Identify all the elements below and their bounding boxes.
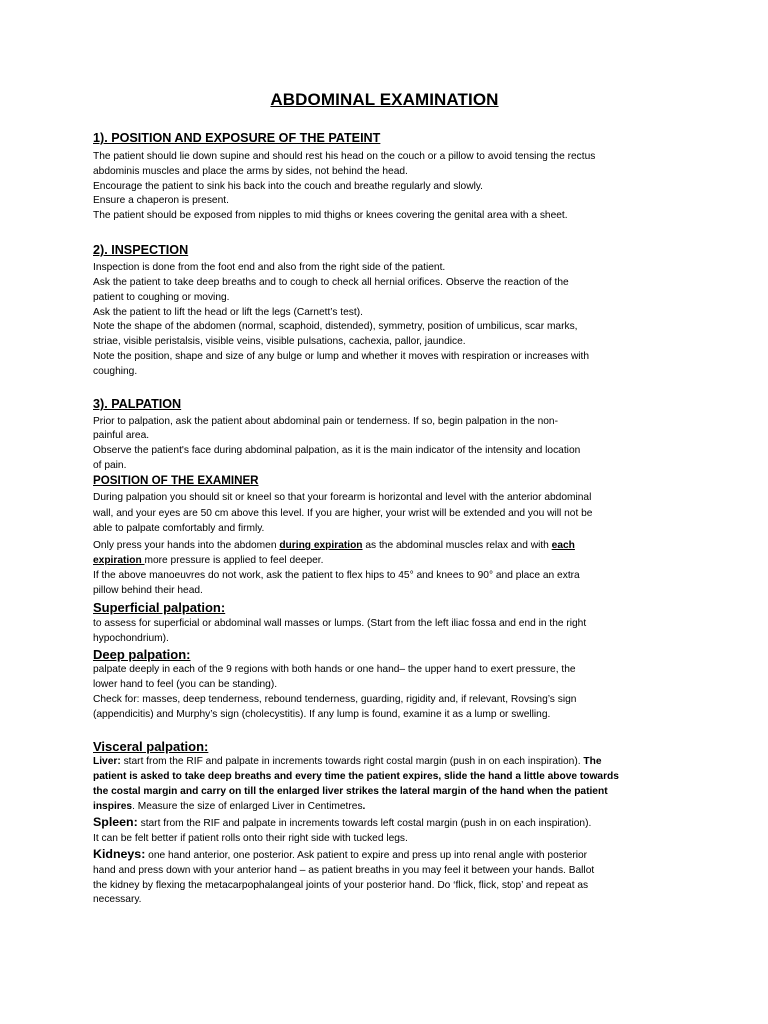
paragraph-line: striae, visible peristalsis, visible veins, visible pulsations, cachexia, pallor, jaundice. — [93, 336, 466, 347]
paragraph-line: palpate deeply in each of the 9 regions with both hands or one hand– the upper hand to exert pressure, the — [93, 664, 576, 675]
text-run: as the abdominal muscles relax and with — [362, 540, 552, 551]
paragraph-line: abdominis muscles and place the arms by sides, not behind the head. — [93, 166, 408, 177]
paragraph-line: Ask the patient to take deep breaths and to cough to check all hernial orifices. Observe the reaction of the — [93, 277, 569, 288]
paragraph-line: The patient should lie down supine and should rest his head on the couch or a pillow to avoid tensing the rectus — [93, 151, 596, 162]
paragraph-line: Note the position, shape and size of any bulge or lump and whether it moves with respiration or increases with — [93, 351, 590, 362]
paragraph-line-bold: patient is asked to take deep breaths and every time the patient expires, slide the hand a little above towards — [93, 771, 619, 782]
subheading-position-of-examiner: POSITION OF THE EXAMINER — [93, 474, 259, 487]
paragraph-line: to assess for superficial or abdominal wall masses or lumps. (Start from the left iliac fossa and end in the right — [93, 618, 587, 629]
paragraph-line: the kidney by flexing the metacarpophalangeal joints of your posterior hand. Do ‘flick, flick, stop’ and repeat as — [93, 880, 589, 891]
paragraph-line: wall, and your eyes are 50 cm above this level. If you are higher, your wrist will be extended and you will not be — [93, 508, 593, 519]
section-heading-palpation: 3). PALPATION — [93, 397, 182, 411]
page-title: ABDOMINAL EXAMINATION — [270, 90, 499, 109]
paragraph-line-bold: the costal margin and carry on till the enlarged liver strikes the lateral margin of the hand when the patient — [93, 786, 608, 797]
paragraph-line: hypochondrium). — [93, 633, 169, 644]
paragraph-line-expiration — [93, 539, 676, 554]
paragraph-line: necessary. — [93, 894, 142, 905]
paragraph-line-kidneys — [93, 847, 587, 864]
emphasis-each: each — [551, 540, 575, 551]
section-heading-inspection: 2). INSPECTION — [93, 243, 189, 257]
label-liver: Liver: — [93, 756, 121, 767]
paragraph-line — [93, 800, 365, 815]
paragraph-line: of pain. — [93, 460, 127, 471]
paragraph-line: Inspection is done from the foot end and also from the right side of the patient. — [93, 262, 446, 273]
paragraph-line — [93, 554, 323, 569]
label-kidneys: Kidneys: — [93, 847, 146, 861]
paragraph-line: able to palpate comfortably and firmly. — [93, 523, 265, 534]
emphasis-expiration: expiration — [93, 555, 145, 566]
text-run-bold: The — [583, 756, 602, 767]
label-spleen: Spleen: — [93, 815, 138, 829]
text-run: Only press your hands into the abdomen — [93, 540, 280, 551]
paragraph-line-spleen — [93, 815, 591, 832]
text-run: one hand anterior, one posterior. Ask patient to expire and press up into renal angle with posterior — [145, 850, 588, 861]
paragraph-line: During palpation you should sit or kneel so that your forearm is horizontal and level with the anterior abdominal — [93, 492, 592, 503]
paragraph-line: lower hand to feel (you can be standing). — [93, 679, 278, 690]
text-run-bold: . — [362, 801, 366, 812]
paragraph-line: Encourage the patient to sink his back into the couch and breathe regularly and slowly. — [93, 181, 484, 192]
paragraph-line: pillow behind their head. — [93, 585, 203, 596]
paragraph-line: The patient should be exposed from nipples to mid thighs or knees covering the genital area with a sheet. — [93, 210, 568, 221]
paragraph-line: It can be felt better if patient rolls onto their right side with tucked legs. — [93, 833, 408, 844]
paragraph-line: patient to coughing or moving. — [93, 292, 230, 303]
subheading-deep-palpation: Deep palpation: — [93, 647, 191, 662]
text-run-bold: inspires — [93, 801, 133, 812]
text-run: start from the RIF and palpate in increments towards right costal margin (push in on each inspiration). — [120, 756, 584, 767]
paragraph-line: Check for: masses, deep tenderness, rebound tenderness, guarding, rigidity and, if relevant, Rovsing’s sign — [93, 694, 577, 705]
emphasis-during-expiration: during expiration — [279, 540, 363, 551]
paragraph-line: Note the shape of the abdomen (normal, scaphoid, distended), symmetry, position of umbilicus, scar marks, — [93, 321, 578, 332]
paragraph-line: If the above manoeuvres do not work, ask the patient to flex hips to 45° and knees to 90° and place an extra — [93, 570, 580, 581]
paragraph-line: (appendicitis) and Murphy’s sign (cholecystitis). If any lump is found, examine it as a lump or swelling. — [93, 709, 551, 720]
paragraph-line: Observe the patient's face during abdominal palpation, as it is the main indicator of the intensity and location — [93, 445, 581, 456]
text-run: . Measure the size of enlarged Liver in Centimetres — [132, 801, 363, 812]
subheading-visceral-palpation: Visceral palpation: — [93, 739, 209, 754]
paragraph-line: Ensure a chaperon is present. — [93, 195, 229, 206]
section-heading-position-exposure: 1). POSITION AND EXPOSURE OF THE PATEINT — [93, 131, 381, 145]
text-run: more pressure is applied to feel deeper. — [144, 555, 324, 566]
paragraph-line-liver — [93, 755, 602, 770]
paragraph-line: hand and press down with your anterior hand – as patient breaths in you may feel it between your hands. Ballot — [93, 865, 595, 876]
subheading-superficial-palpation: Superficial palpation: — [93, 600, 226, 615]
paragraph-line: painful area. — [93, 430, 150, 441]
paragraph-line: coughing. — [93, 366, 138, 377]
text-run: start from the RIF and palpate in increments towards left costal margin (push in on each inspiration). — [137, 818, 592, 829]
paragraph-line: Ask the patient to lift the head or lift the legs (Carnett’s test). — [93, 307, 363, 318]
paragraph-line: Prior to palpation, ask the patient about abdominal pain or tenderness. If so, begin palpation in the non- — [93, 416, 558, 427]
